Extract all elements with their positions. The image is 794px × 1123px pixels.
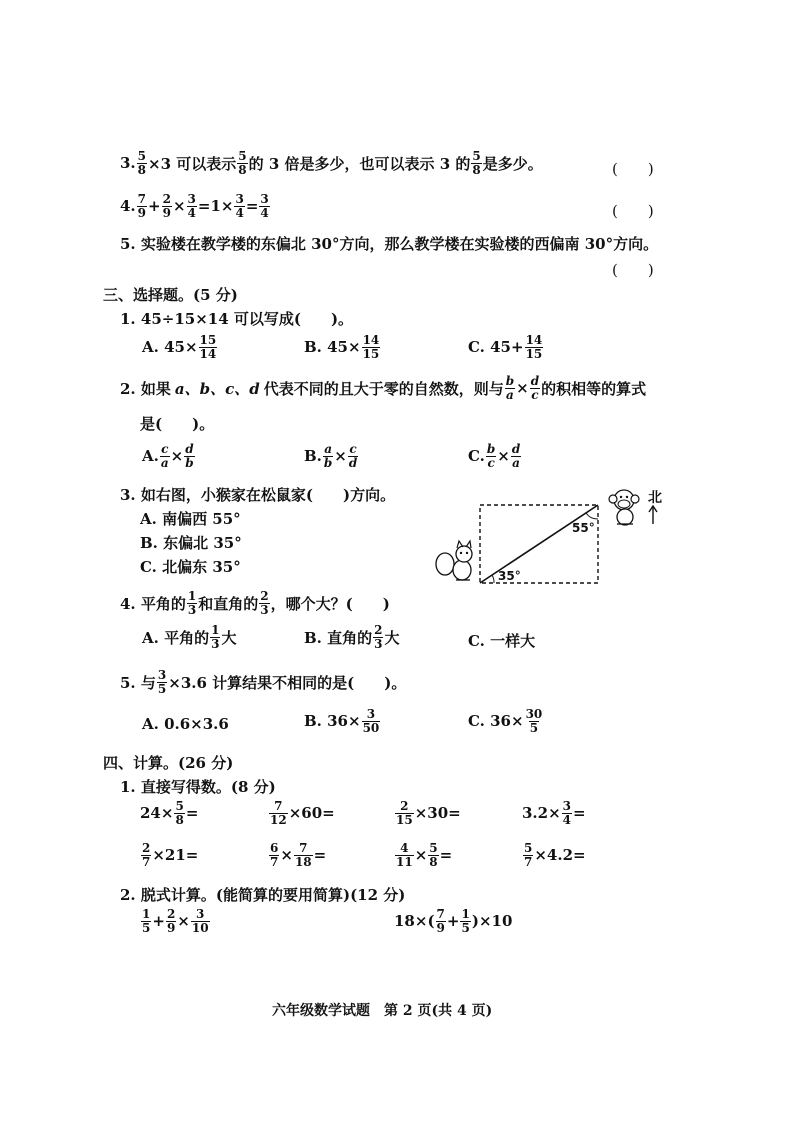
fraction: $\frac{14}{15}$ bbox=[525, 333, 543, 361]
choice-q2-option-a[interactable]: A. $\frac{c}{a}$ × $\frac{d}{b}$ bbox=[142, 442, 194, 470]
angle-label-top: 55° bbox=[572, 521, 595, 535]
fraction: $\frac{2}{9}$ bbox=[162, 192, 171, 220]
angle-label-bottom: 35° bbox=[498, 569, 521, 583]
judge-q5: 5. 实验楼在教学楼的东偏北 30°方向，那么教学楼在实验楼的西偏南 30°方向。 bbox=[120, 235, 659, 253]
choice-q4-option-c[interactable]: C. 一样大 bbox=[468, 632, 536, 650]
direction-figure bbox=[432, 480, 672, 595]
angle-arc-bottom bbox=[492, 575, 494, 583]
choice-q2-stem-line2: 是( )。 bbox=[140, 415, 215, 433]
angle-arc-top bbox=[586, 513, 598, 519]
calc-item[interactable]: 3.2× $\frac{3}{4}$ = bbox=[522, 799, 586, 827]
choice-q5-option-a[interactable]: A. 0.6×3.6 bbox=[142, 715, 229, 733]
fraction: $\frac{d}{c}$ bbox=[530, 374, 540, 402]
fraction: $\frac{1}{3}$ bbox=[187, 589, 197, 617]
north-arrow-icon bbox=[649, 506, 657, 524]
calc-sub1-title: 1. 直接写得数。(8 分) bbox=[120, 778, 276, 796]
fraction: $\frac{7}{9}$ bbox=[137, 192, 147, 220]
choice-q5-option-c[interactable]: C. 36× $\frac{30}{5}$ bbox=[468, 707, 543, 735]
choice-q4-option-a[interactable]: A. 平角的 $\frac{1}{3}$ 大 bbox=[142, 623, 237, 651]
choice-q3-option-a[interactable]: A. 南偏西 55° bbox=[140, 510, 241, 528]
answer-paren[interactable]: ( ) bbox=[612, 261, 654, 279]
fraction: $\frac{3}{5}$ bbox=[157, 668, 167, 696]
page-footer: 六年级数学试题 第 2 页(共 4 页) bbox=[272, 1003, 493, 1019]
choice-q2-option-c[interactable]: C. $\frac{b}{c}$ × $\frac{d}{a}$ bbox=[468, 442, 521, 470]
answer-paren[interactable]: ( ) bbox=[612, 160, 654, 178]
calc-item[interactable]: $\frac{2}{7}$ ×21= bbox=[142, 841, 199, 869]
judge-q4: 4. $\frac{7}{9}$ + $\frac{2}{9}$ × $\frac{3}{4}$ =1× $\frac{3}{4}$ = $\frac{3}{4}$ bbox=[120, 192, 269, 220]
choice-q1-option-b[interactable]: B. 45× $\frac{14}{15}$ bbox=[304, 333, 380, 361]
fraction: $\frac{b}{a}$ bbox=[505, 374, 515, 402]
calc-item[interactable]: $\frac{2}{15}$ ×30= bbox=[396, 799, 461, 827]
choice-q3-option-b[interactable]: B. 东偏北 35° bbox=[140, 534, 242, 552]
calc-item[interactable]: $\frac{7}{12}$ ×60= bbox=[270, 799, 335, 827]
choice-q2-option-b[interactable]: B. $\frac{a}{b}$ × $\frac{c}{d}$ bbox=[304, 442, 358, 470]
calc-expression-2[interactable]: 18×( $\frac{7}{9}$ + $\frac{1}{5}$ )×10 bbox=[394, 907, 513, 935]
fraction: $\frac{14}{15}$ bbox=[362, 333, 380, 361]
calc-item[interactable]: $\frac{5}{7}$ ×4.2= bbox=[524, 841, 586, 869]
choice-q1-option-a[interactable]: A. 45× $\frac{15}{14}$ bbox=[142, 333, 217, 361]
fraction: $\frac{3}{4}$ bbox=[235, 192, 244, 220]
north-label: 北 bbox=[648, 490, 662, 506]
choice-q1-stem: 1. 45÷15×14 可以写成( )。 bbox=[120, 310, 354, 328]
choice-q2-stem: 2. 如果 a、b、c、d 代表不同的且大于零的自然数，则与 $\frac{b}{a}$ × $\frac{d}{c}$ 的积相等的算式 bbox=[120, 374, 647, 402]
section-title: 四、计算。(26 分) bbox=[103, 754, 234, 772]
choice-q4-stem: 4. 平角的 $\frac{1}{3}$ 和直角的 $\frac{2}{3}$ ，哪个大？( ) bbox=[120, 589, 390, 617]
fraction: $\frac{5}{8}$ bbox=[137, 149, 147, 177]
monkey-icon bbox=[609, 490, 639, 525]
choice-q1-option-c[interactable]: C. 45+ $\frac{14}{15}$ bbox=[468, 333, 543, 361]
fraction: $\frac{2}{3}$ bbox=[260, 589, 269, 617]
answer-paren[interactable]: ( ) bbox=[612, 202, 654, 220]
fraction: $\frac{3}{4}$ bbox=[260, 192, 269, 220]
fraction: $\frac{5}{8}$ bbox=[238, 149, 247, 177]
choice-q3-option-c[interactable]: C. 北偏东 35° bbox=[140, 558, 241, 576]
section-title: 三、选择题。(5 分) bbox=[103, 286, 238, 304]
calc-item[interactable]: $\frac{6}{7}$ × $\frac{7}{18}$ = bbox=[270, 841, 327, 869]
choice-q5-stem: 5. 与 $\frac{3}{5}$ ×3.6 计算结果不相同的是( )。 bbox=[120, 668, 407, 696]
choice-q3-stem: 3. 如右图，小猴家在松鼠家( )方向。 bbox=[120, 486, 396, 504]
fraction: $\frac{15}{14}$ bbox=[199, 333, 217, 361]
calc-item[interactable]: 24× $\frac{5}{8}$ = bbox=[140, 799, 199, 827]
choice-q4-option-b[interactable]: B. 直角的 $\frac{2}{3}$ 大 bbox=[304, 623, 400, 651]
calc-item[interactable]: $\frac{4}{11}$ × $\frac{5}{8}$ = bbox=[396, 841, 453, 869]
judge-q3: 3. $\frac{5}{8}$ ×3 可以表示 $\frac{5}{8}$ 的 3 倍是多少，也可以表示 3 的 $\frac{5}{8}$ 是多少。 bbox=[120, 149, 543, 177]
calc-sub2-title: 2. 脱式计算。(能简算的要用简算)(12 分) bbox=[120, 886, 406, 904]
fraction: $\frac{5}{8}$ bbox=[472, 149, 481, 177]
choice-q5-option-b[interactable]: B. 36× $\frac{3}{50}$ bbox=[304, 707, 380, 735]
calc-expression-1[interactable]: $\frac{1}{5}$ + $\frac{2}{9}$ × $\frac{3}{10}$ bbox=[142, 907, 209, 935]
fraction: $\frac{3}{4}$ bbox=[187, 192, 196, 220]
squirrel-icon bbox=[436, 541, 472, 580]
